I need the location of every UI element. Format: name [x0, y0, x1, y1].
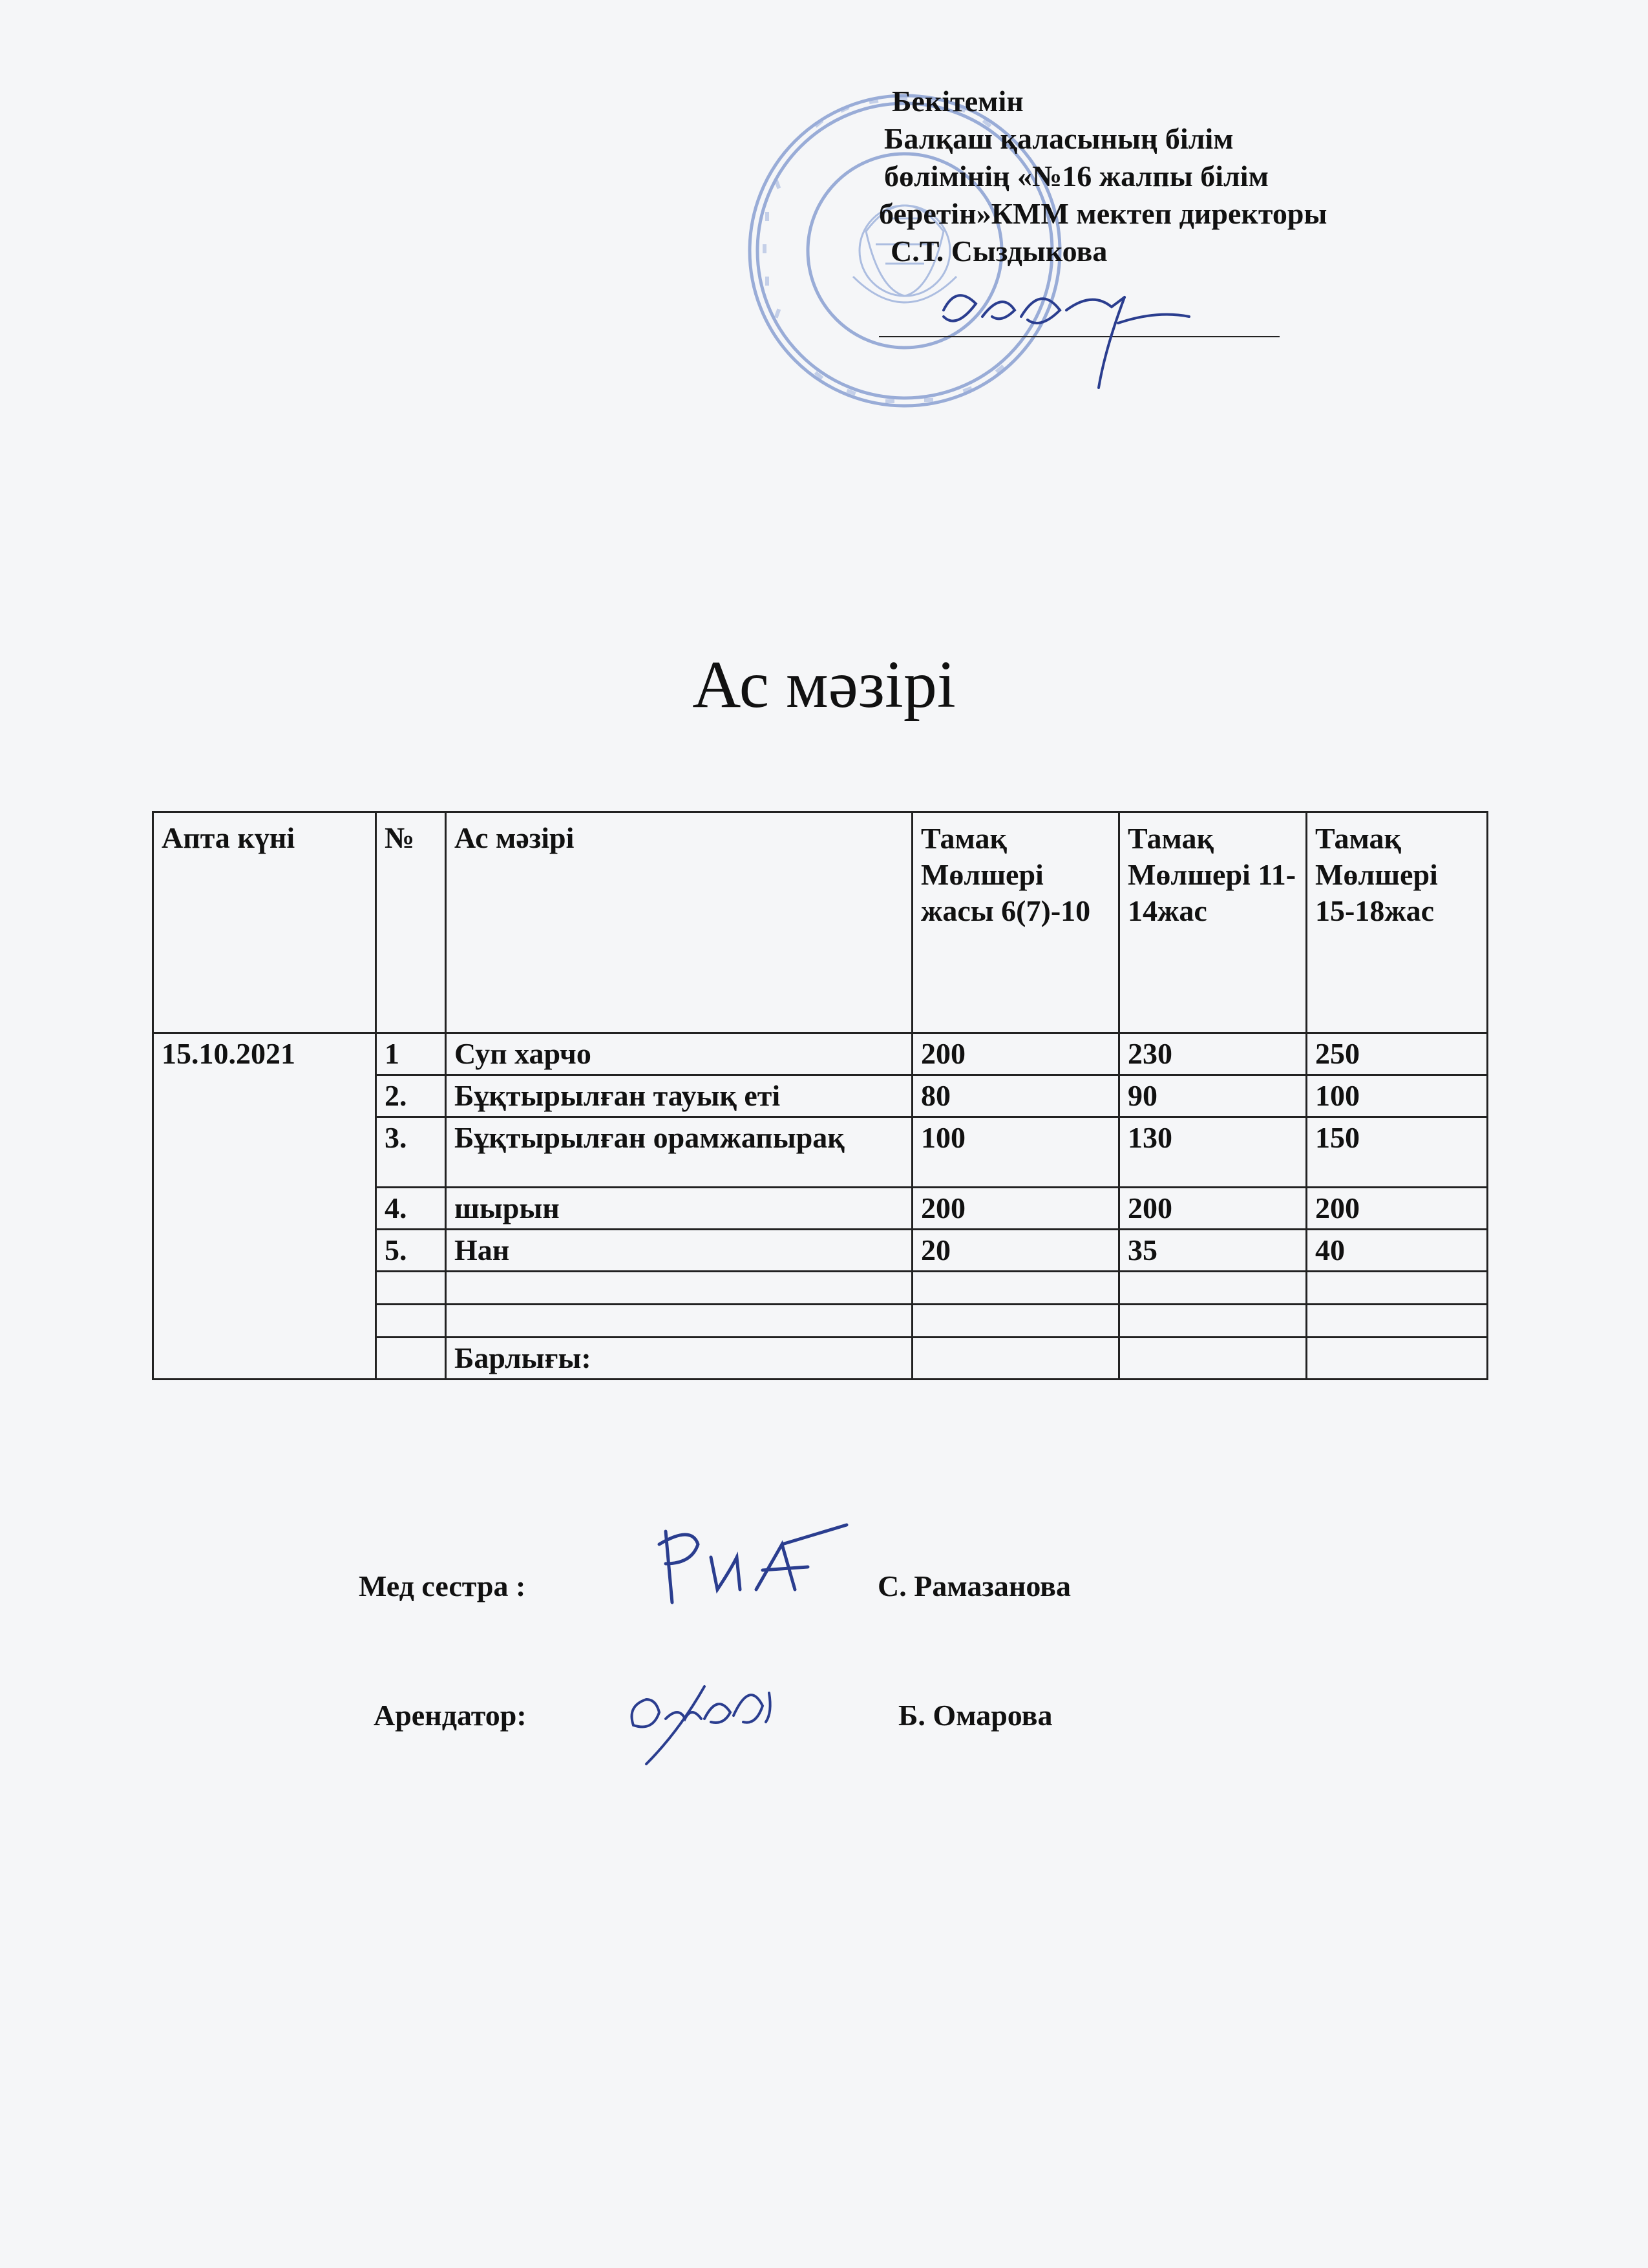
dish-name [446, 1272, 913, 1305]
menu-table [152, 811, 1488, 1380]
row-number: 2. [376, 1075, 446, 1117]
table-header-row [153, 812, 1488, 1033]
portion-15-18 [1307, 1305, 1488, 1338]
tenant-signature [620, 1667, 788, 1770]
header-portion-6-10: Тамақ Мөлшері жасы 6(7)-10 [913, 812, 1119, 1033]
portion-6-10 [913, 1305, 1119, 1338]
portion-6-10: 80 [913, 1075, 1119, 1117]
table-row [153, 1033, 1488, 1075]
approval-line-2: Балқаш қаласының білім [884, 122, 1234, 155]
row-number: 1 [376, 1033, 446, 1075]
dish-name: Суп харчо [446, 1033, 913, 1075]
portion-6-10: 200 [913, 1033, 1119, 1075]
header-portion-11-14: Тамақ Мөлшері 11-14жас [1119, 812, 1307, 1033]
dish-name [446, 1305, 913, 1338]
portion-11-14: 200 [1119, 1188, 1307, 1230]
portion-15-18: 250 [1307, 1033, 1488, 1075]
header-menu: Ас мәзірі [446, 812, 913, 1033]
portion-11-14 [1119, 1272, 1307, 1305]
dish-name: Нан [446, 1230, 913, 1272]
row-number: 5. [376, 1230, 446, 1272]
approval-line-4: беретін»КММ мектеп директоры [879, 197, 1327, 230]
nurse-name: С. Рамазанова [878, 1570, 1072, 1602]
row-number [376, 1272, 446, 1305]
tenant-label: Арендатор: [374, 1699, 527, 1732]
portion-11-14: 90 [1119, 1075, 1307, 1117]
portion-15-18: 40 [1307, 1230, 1488, 1272]
header-number: № [376, 812, 446, 1033]
portion-11-14: 230 [1119, 1033, 1307, 1075]
total-15-18 [1307, 1338, 1488, 1380]
dish-name: шырын [446, 1188, 913, 1230]
dish-name: Бұқтырылған тауық еті [446, 1075, 913, 1117]
total-11-14 [1119, 1338, 1307, 1380]
portion-6-10: 200 [913, 1188, 1119, 1230]
dish-name: Бұқтырылған орамжапырақ [446, 1117, 913, 1188]
header-weekday: Апта күні [153, 812, 376, 1033]
portion-11-14: 130 [1119, 1117, 1307, 1188]
row-number: 3. [376, 1117, 446, 1188]
portion-6-10: 100 [913, 1117, 1119, 1188]
portion-6-10: 20 [913, 1230, 1119, 1272]
row-number [376, 1338, 446, 1380]
portion-15-18: 150 [1307, 1117, 1488, 1188]
director-name: С.Т. Сыздыкова [891, 235, 1108, 268]
portion-15-18: 100 [1307, 1075, 1488, 1117]
total-label: Барлығы: [446, 1338, 913, 1380]
row-number: 4. [376, 1188, 446, 1230]
approval-block [879, 83, 1327, 270]
portion-15-18: 200 [1307, 1188, 1488, 1230]
page-title: Ас мәзірі [692, 647, 956, 722]
row-number [376, 1305, 446, 1338]
portion-11-14: 35 [1119, 1230, 1307, 1272]
tenant-name: Б. Омарова [898, 1699, 1053, 1732]
portion-11-14 [1119, 1305, 1307, 1338]
portion-15-18 [1307, 1272, 1488, 1305]
total-6-10 [913, 1338, 1119, 1380]
director-signature [931, 271, 1202, 401]
approval-line-3: бөлімінің «№16 жалпы білім [884, 160, 1269, 193]
date-cell: 15.10.2021 [153, 1033, 376, 1380]
portion-6-10 [913, 1272, 1119, 1305]
nurse-label: Мед сестра : [359, 1570, 526, 1602]
approval-heading: Бекітемін [892, 85, 1024, 118]
nurse-signature [640, 1518, 853, 1615]
header-portion-15-18: Тамақ Мөлшері 15-18жас [1307, 812, 1488, 1033]
